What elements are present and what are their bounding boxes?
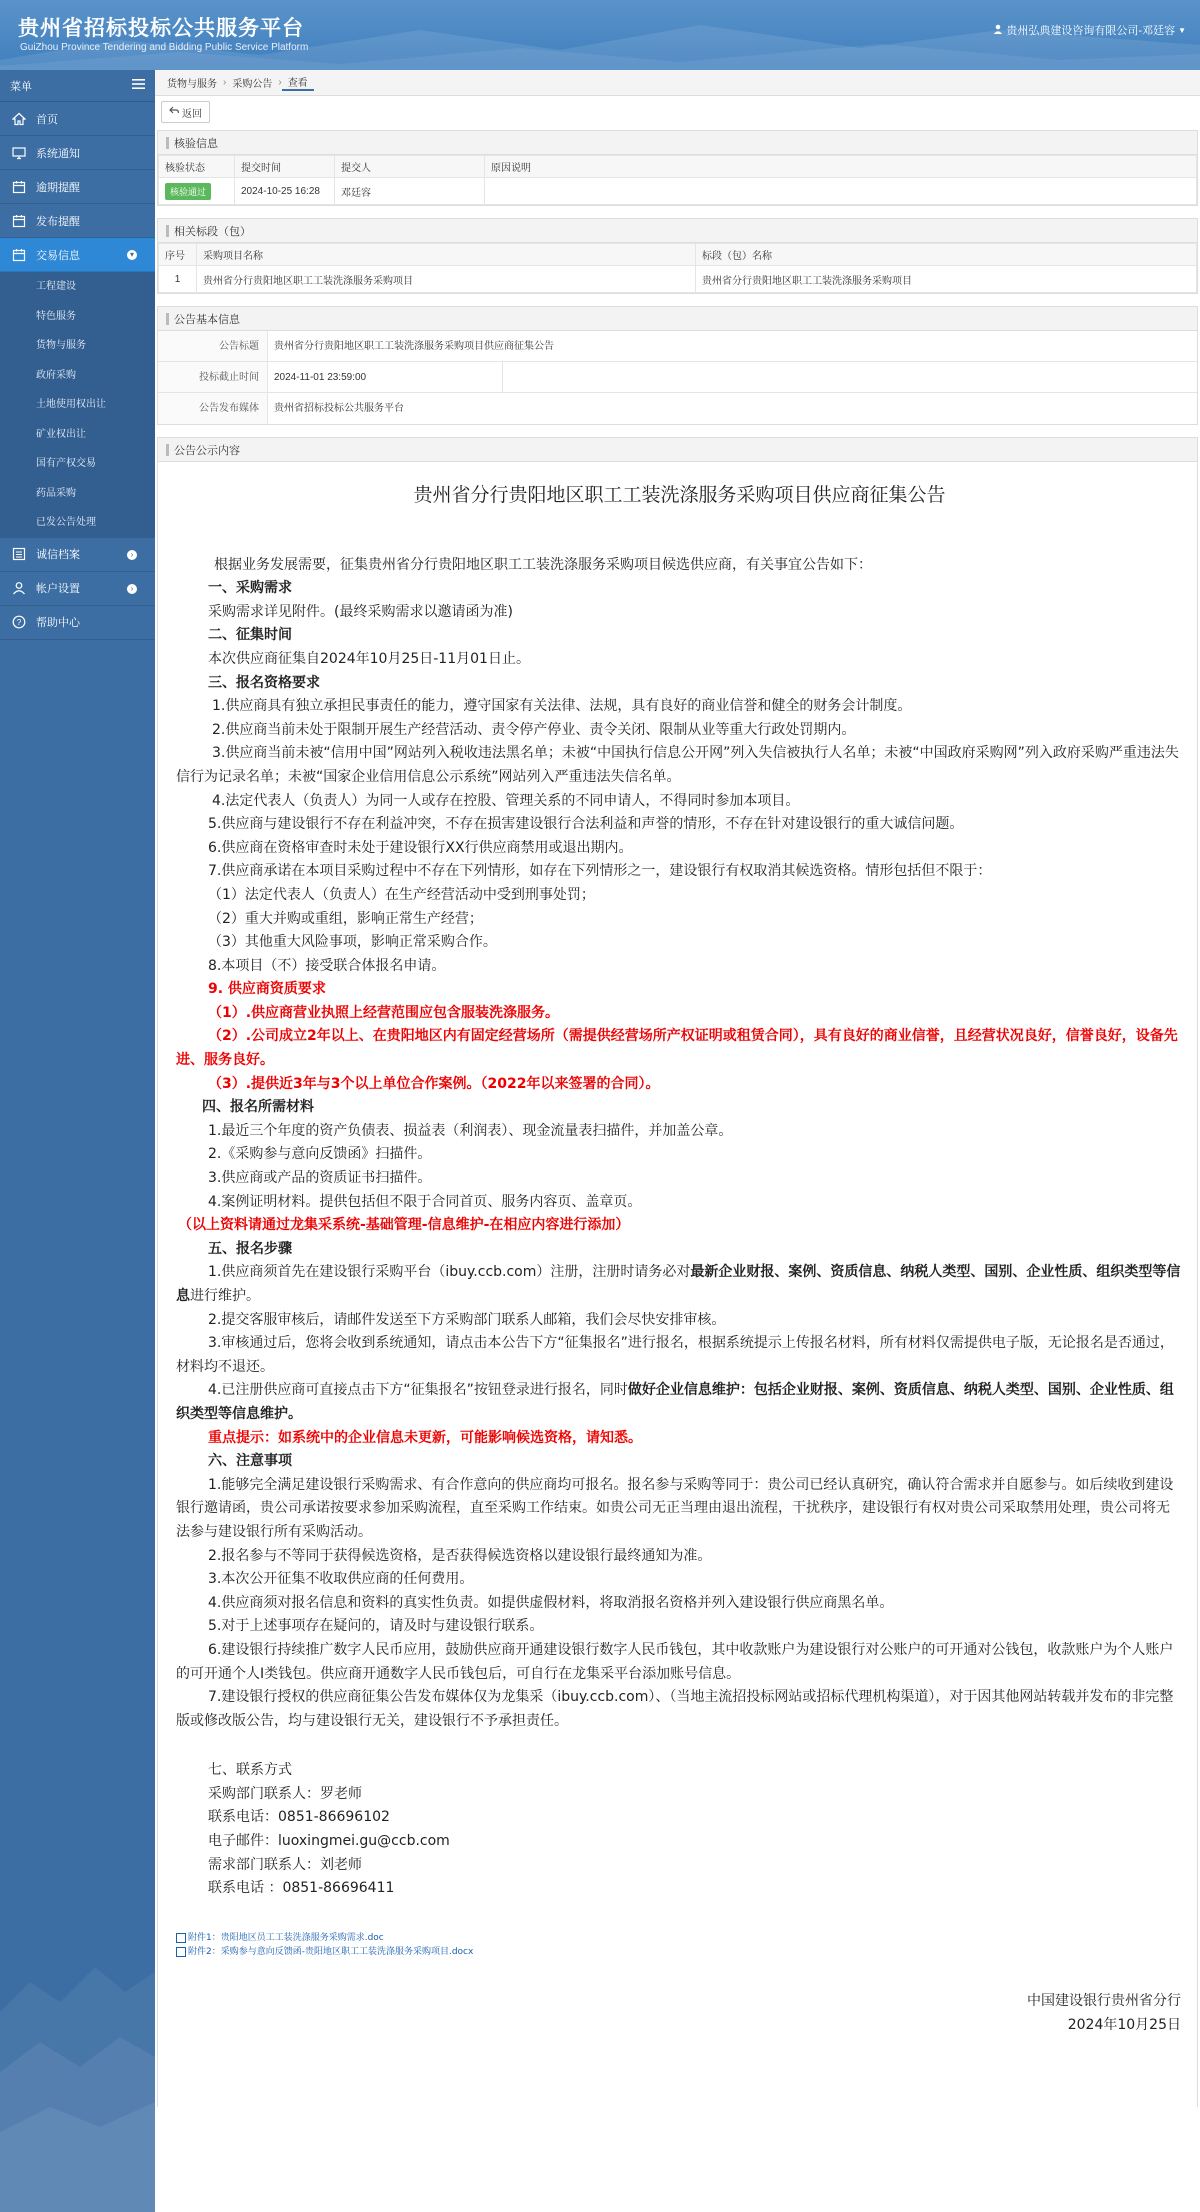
calendar-icon — [12, 180, 26, 194]
highlight-paragraph: （3）.提供近3年与3个以上单位合作案例。（2022年以来签署的合同）。 — [208, 1075, 660, 1092]
paragraph: 2.报名参与不等同于获得候选资格，是否获得候选资格以建设银行最终通知为准。 — [208, 1547, 712, 1564]
panel-title: 核验信息 — [174, 137, 218, 150]
section-heading: 二、征集时间 — [208, 627, 292, 644]
panel-header — [158, 307, 1197, 331]
text-run: 1.供应商须首先在建设银行采购平台（ibuy.ccb.com）注册，注册时请务必对 — [208, 1264, 691, 1281]
sidebar-item-credit[interactable] — [0, 538, 155, 572]
panel-header — [158, 219, 1197, 243]
paragraph: 3.供应商当前未被“信用中国”网站列入税收违法黑名单；未被“中国执行信息公开网”列入失信被执行人名单；未被“中国政府采购网”列入政府采购严重违法失信行为记录名单；未被“国家企业信用信息公示系统”网站列入严重违法失信名单。 — [176, 745, 1179, 785]
paragraph: 3.本次公开征集不收取供应商的任何费用。 — [208, 1571, 474, 1588]
info-key: 公告标题 — [158, 331, 268, 361]
table-row — [159, 178, 1197, 205]
panel-title: 公告基本信息 — [174, 313, 240, 326]
sidebar-submenu — [0, 272, 155, 538]
sidebar-subitem-mining[interactable]: 矿业权出让 — [36, 428, 86, 440]
paragraph: 5.供应商与建设银行不存在利益冲突，不存在损害建设银行合法利益和声誉的情形，不存在针对建设银行的重大诚信问题。 — [208, 816, 964, 833]
status-badge: 核验通过 — [165, 183, 211, 200]
paragraph: （1）法定代表人（负责人）在生产经营活动中受到刑事处罚； — [208, 886, 595, 903]
paragraph — [176, 1261, 1183, 1308]
chevron-down-icon: ▾ — [127, 250, 137, 260]
table-cell: 贵州省分行贵阳地区职工工装洗涤服务采购项目 — [197, 266, 696, 293]
paragraph: 8.本项目（不）接受联合体报名申请。 — [208, 957, 446, 974]
panel-title: 相关标段（包） — [174, 225, 251, 238]
table-cell: 1 — [159, 266, 197, 293]
sidebar-item-label: 首页 — [36, 113, 58, 126]
paragraph: 3.审核通过后，您将会收到系统通知，请点击本公告下方“征集报名”进行报名，根据系统提示上传报名材料，所有材料仅需提供电子版，无论报名是否通过，材料均不退还。 — [176, 1335, 1174, 1375]
table-cell — [485, 178, 1197, 205]
sidebar-item-label: 帐户设置 — [36, 583, 80, 595]
contact-line: 采购部门联系人：罗老师 — [208, 1785, 362, 1802]
back-button[interactable] — [161, 101, 210, 123]
column-header: 采购项目名称 — [197, 244, 696, 266]
paragraph: 6.建设银行持续推广数字人民币应用，鼓励供应商开通建设银行数字人民币钱包，其中收款账户为建设银行对公账户的可开通对公钱包，收款账户为个人账户的可开通个人I类钱包。供应商开通数字人民币钱包后，可自行在龙集采平台添加账号信息。 — [176, 1641, 1174, 1682]
home-icon — [12, 112, 26, 126]
back-label: 返回 — [182, 108, 202, 120]
highlight-paragraph: （1）.供应商营业执照上经营范围应包含服装洗涤服务。 — [208, 1004, 560, 1021]
contact-line: 需求部门联系人：刘老师 — [208, 1856, 362, 1873]
sidebar-subitem-gov[interactable]: 政府采购 — [36, 369, 76, 381]
paragraph: 7.建设银行授权的供应商征集公告发布媒体仅为龙集采（ibuy.ccb.com）、（当地主流招投标网站或招标代理机构渠道），对于因其他网站转载并发布的非完整版或修改版公告，均与建设银行无关，建设银行不予承担责任。 — [176, 1689, 1174, 1729]
paragraph: 5.对于上述事项存在疑问的，请及时与建设银行联系。 — [208, 1618, 544, 1635]
highlight-paragraph: 9. 供应商资质要求 — [208, 981, 326, 998]
sections-table — [158, 243, 1197, 293]
info-row — [158, 393, 1197, 424]
bold-text-run: 最新企业财报、案例、资质信息、纳税人类型、国别、企业性质、组织类型等信息 — [176, 1264, 1181, 1304]
column-header: 提交时间 — [235, 156, 335, 178]
app-title: 贵州省招标投标公共服务平台 — [18, 17, 304, 40]
paragraph: 1.能够完全满足建设银行采购需求、有合作意向的供应商均可报名。报名参与采购等同于：贵公司已经认真研究，确认符合需求并自愿参与。如后续收到建设银行邀请函，贵公司承诺按要求参加采购流程，直至采购工作结束。如贵公司无正当理由退出流程，干扰秩序，建设银行有权对贵公司采取禁用处理，贵公司将无法参与建设银行所有采购活动。 — [176, 1476, 1174, 1540]
breadcrumb-separator: › — [278, 77, 282, 88]
sidebar-item-label: 诚信档案 — [36, 549, 80, 561]
status-cell — [159, 178, 235, 205]
paragraph: 7.供应商承诺在本项目采购过程中不存在下列情形，如存在下列情形之一，建设银行有权取消其候选资格。情形包括但不限于： — [208, 863, 992, 880]
sidebar-subitem-property[interactable]: 国有产权交易 — [36, 458, 96, 469]
top-header — [0, 0, 1200, 70]
paragraph: （3）其他重大风险事项，影响正常采购合作。 — [208, 934, 497, 951]
sections-panel — [157, 218, 1198, 294]
text-run: 进行维护。 — [190, 1288, 260, 1304]
toolbar — [155, 96, 1200, 126]
table-cell: 邓廷容 — [335, 178, 485, 205]
sidebar-item-label: 帮助中心 — [36, 617, 80, 629]
paragraph: 3.供应商或产品的资质证书扫描件。 — [208, 1170, 432, 1187]
highlight-paragraph: 重点提示：如系统中的企业信息未更新，可能影响候选资格，请知悉。 — [208, 1429, 642, 1446]
user-menu[interactable] — [993, 22, 1186, 38]
svg-text:?: ? — [16, 618, 22, 627]
column-header: 核验状态 — [159, 156, 235, 178]
highlight-paragraph: （2）.公司成立2年以上、在贵阳地区内有固定经营场所（需提供经营场所产权证明或租赁合同），具有良好的商业信誉，且经营状况良好，信誉良好，设备先进、服务良好。 — [176, 1028, 1178, 1069]
sidebar — [0, 70, 155, 2212]
calendar-icon — [12, 214, 26, 228]
sidebar-subitem-drug[interactable]: 药品采购 — [36, 487, 76, 499]
table-row — [159, 266, 1197, 293]
sidebar-item-label: 系统通知 — [36, 147, 80, 160]
sidebar-subitem-special[interactable]: 特色服务 — [36, 310, 76, 322]
sidebar-subitem-engineering[interactable]: 工程建设 — [36, 281, 76, 292]
bold-text-run: 做好企业信息维护：包括企业财报、案例、资质信息、纳税人类型、国别、企业性质、组织类型等信息维护。 — [176, 1382, 1174, 1422]
monitor-icon — [12, 146, 26, 160]
paragraph: 4.法定代表人（负责人）为同一人或存在控股、管理关系的不同申请人，不得同时参加本项目。 — [212, 792, 800, 809]
sidebar-item-account[interactable] — [0, 572, 155, 606]
app-subtitle: GuiZhou Province Tendering and Bidding Public Service Platform — [20, 42, 309, 53]
basic-info-panel — [157, 306, 1198, 425]
breadcrumb-item[interactable]: 货物与服务 — [167, 79, 217, 90]
info-row — [158, 331, 1197, 362]
attachment-link[interactable] — [176, 1945, 1183, 1959]
text-run: 4.已注册供应商可直接点击下方“征集报名”按钮登录进行报名，同时 — [208, 1382, 628, 1399]
info-value: 贵州省招标投标公共服务平台 — [274, 403, 404, 414]
breadcrumb-item[interactable]: 采购公告 — [232, 79, 273, 90]
breadcrumb — [155, 70, 1200, 96]
sidebar-item-publish[interactable] — [0, 204, 155, 238]
panel-title: 公告公示内容 — [174, 444, 240, 457]
attachment-icon — [176, 1933, 186, 1943]
sidebar-item-home[interactable] — [0, 102, 155, 136]
sidebar-landscape — [0, 1512, 155, 2212]
panel-header — [158, 438, 1197, 462]
attachment-link[interactable] — [176, 1931, 1183, 1945]
user-name: 贵州弘典建设咨询有限公司-邓廷容 — [1006, 25, 1176, 37]
sidebar-item-trade[interactable] — [0, 238, 155, 272]
table-cell: 贵州省分行贵阳地区职工工装洗涤服务采购项目 — [696, 266, 1197, 293]
paragraph: 本次供应商征集自2024年10月25日-11月01日止。 — [208, 650, 530, 667]
paragraph: 4.案例证明材料。提供包括但不限于合同首页、服务内容页、盖章页。 — [208, 1193, 642, 1210]
paragraph: 根据业务发展需要，征集贵州省分行贵阳地区职工工装洗涤服务采购项目候选供应商，有关事宜公告如下： — [214, 556, 872, 573]
attachment-icon — [176, 1947, 186, 1957]
column-header: 序号 — [159, 244, 197, 266]
user-icon — [12, 581, 26, 595]
breadcrumb-separator: › — [223, 77, 227, 88]
breadcrumb-current: 查看 — [282, 74, 314, 91]
section-heading: 七、联系方式 — [208, 1762, 292, 1779]
info-value: 2024-11-01 23:59:00 — [268, 362, 503, 392]
main-area — [155, 70, 1200, 2212]
info-row — [158, 362, 1197, 393]
contact-line: 联系电话 ：0851-86696411 — [208, 1880, 395, 1897]
section-heading: 三、报名资格要求 — [208, 674, 320, 691]
table-header-row — [159, 244, 1197, 266]
menu-label: 菜单 — [10, 80, 32, 93]
column-header: 提交人 — [335, 156, 485, 178]
user-icon — [993, 24, 1003, 37]
paragraph: 采购需求详见附件。(最终采购需求以邀请函为准) — [208, 603, 513, 620]
announcement-body — [158, 484, 1197, 2037]
sidebar-subitem-published[interactable]: 已发公告处理 — [36, 517, 96, 528]
highlight-paragraph: （以上资料请通过龙集采系统-基础管理-信息维护-在相应内容进行添加） — [178, 1217, 630, 1234]
chevron-right-icon: › — [127, 584, 137, 594]
table-cell: 2024-10-25 16:28 — [235, 178, 335, 205]
calendar-icon — [12, 248, 26, 262]
paragraph: 1.最近三个年度的资产负债表、损益表（利润表）、现金流量表扫描件，并加盖公章。 — [208, 1122, 733, 1139]
paragraph: （2）重大并购或重组，影响正常生产经营； — [208, 910, 483, 927]
column-header: 原因说明 — [485, 156, 1197, 178]
sidebar-subitem-land[interactable]: 土地使用权出让 — [36, 399, 106, 410]
attachment-name: 附件1：贵阳地区员工工装洗涤服务采购需求.doc — [188, 1932, 384, 1943]
info-value: 贵州省分行贵阳地区职工工装洗涤服务采购项目供应商征集公告 — [274, 341, 554, 352]
hamburger-icon[interactable] — [132, 79, 145, 92]
paragraph: 2.供应商当前未处于限制开展生产经营活动、责令停产停业、责令关闭、限制从业等重大行政处罚期内。 — [212, 721, 856, 738]
info-key: 投标截止时间 — [158, 362, 268, 392]
back-icon — [169, 106, 179, 118]
contact-line: 联系电话：0851-86696102 — [208, 1809, 390, 1826]
attachment-name: 附件2：采购参与意向反馈函-贵阳地区职工工装洗涤服务采购项目.docx — [188, 1946, 474, 1957]
sidebar-header — [0, 70, 155, 102]
paragraph: 6.供应商在资格审查时未处于建设银行XX行供应商禁用或退出期内。 — [208, 839, 633, 856]
sidebar-item-notice[interactable] — [0, 136, 155, 170]
list-icon — [12, 547, 26, 561]
table-header-row — [159, 156, 1197, 178]
panel-header — [158, 131, 1197, 155]
info-key: 公告发布媒体 — [158, 393, 268, 424]
paragraph: 1.供应商具有独立承担民事责任的能力，遵守国家有关法律、法规，具有良好的商业信誉和健全的财务会计制度。 — [212, 698, 912, 715]
chevron-down-icon: ▼ — [1178, 25, 1186, 35]
section-heading: 六、注意事项 — [208, 1453, 292, 1470]
verify-panel — [157, 130, 1198, 206]
section-heading: 五、报名步骤 — [208, 1240, 292, 1257]
chevron-right-icon: › — [127, 550, 137, 560]
contact-line: 电子邮件：luoxingmei.gu@ccb.com — [208, 1833, 450, 1850]
paragraph: 4.供应商须对报名信息和资料的真实性负责。如提供虚假材料，将取消报名资格并列入建设银行供应商黑名单。 — [208, 1594, 894, 1611]
verify-table — [158, 155, 1197, 205]
sidebar-item-help[interactable] — [0, 606, 155, 640]
paragraph — [176, 1379, 1183, 1426]
content-panel — [157, 437, 1198, 2107]
sidebar-item-label: 交易信息 — [36, 249, 80, 262]
sidebar-item-label: 发布提醒 — [36, 215, 80, 228]
section-heading: 四、报名所需材料 — [202, 1099, 314, 1116]
signature-date: 2024年10月25日 — [1067, 2016, 1181, 2033]
sidebar-item-overdue[interactable] — [0, 170, 155, 204]
help-icon — [12, 615, 26, 629]
signature-org: 中国建设银行贵州省分行 — [1027, 1992, 1181, 2009]
paragraph: 2.《采购参与意向反馈函》扫描件。 — [208, 1146, 432, 1163]
column-header: 标段（包）名称 — [696, 244, 1197, 266]
sidebar-subitem-goods[interactable]: 货物与服务 — [36, 340, 86, 351]
announcement-title: 贵州省分行贵阳地区职工工装洗涤服务采购项目供应商征集公告 — [413, 484, 946, 506]
sidebar-item-label: 逾期提醒 — [36, 181, 80, 194]
section-heading: 一、采购需求 — [208, 580, 292, 597]
paragraph: 2.提交客服审核后，请邮件发送至下方采购部门联系人邮箱，我们会尽快安排审核。 — [208, 1311, 726, 1328]
